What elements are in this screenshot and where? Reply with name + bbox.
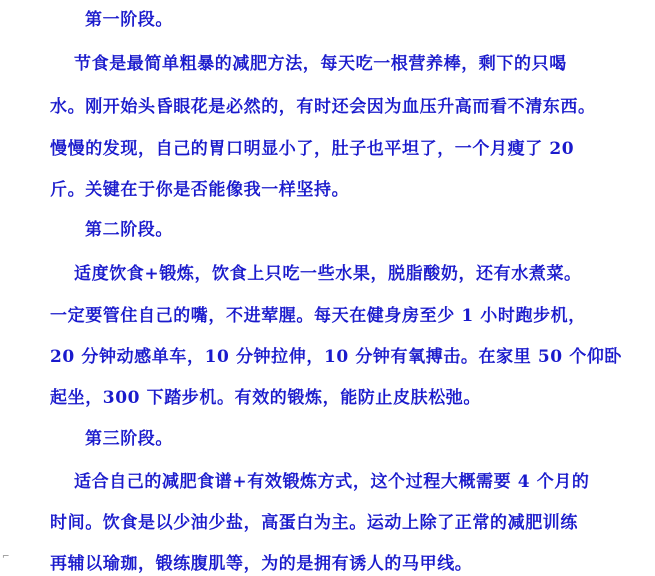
stage2-line-2: 一定要管住自己的嘴，不进荤腥。每天在健身房至少 1 小时跑步机， (50, 306, 586, 326)
stage2-heading: 第二阶段。 (85, 220, 173, 240)
stage1-line-2: 水。刚开始头昏眼花是必然的，有时还会因为血压升高而看不清东西。 (50, 97, 596, 117)
stage3-heading: 第三阶段。 (85, 429, 173, 449)
stage3-line-3: 再辅以瑜珈，锻练腹肌等，为的是拥有诱人的马甲线。 (50, 554, 473, 574)
stage1-line-1: 节食是最简单粗暴的减肥方法，每天吃一根营养棒，剩下的只喝 (74, 54, 567, 74)
stage3-line-1: 适合自己的减肥食谱+有效锻炼方式，这个过程大概需要 4 个月的 (74, 472, 590, 492)
stage1-heading: 第一阶段。 (85, 10, 173, 30)
stage3-line-2: 时间。饮食是以少油少盐，高蛋白为主。运动上除了正常的减肥训练 (50, 513, 578, 533)
stage1-line-3: 慢慢的发现，自己的胃口明显小了，肚子也平坦了，一个月瘦了 20 (50, 139, 575, 159)
stage1-line-4: 斤。关键在于你是否能像我一样坚持。 (50, 180, 350, 200)
stage2-line-1: 适度饮食+锻炼，饮食上只吃一些水果，脱脂酸奶，还有水煮菜。 (74, 264, 582, 284)
corner-mark: ⌐ (2, 552, 10, 562)
stage2-line-3: 20 分钟动感单车，10 分钟拉伸，10 分钟有氧搏击。在家里 50 个仰卧 (50, 347, 623, 367)
stage2-line-4: 起坐，300 下踏步机。有效的锻炼，能防止皮肤松弛。 (50, 388, 482, 408)
